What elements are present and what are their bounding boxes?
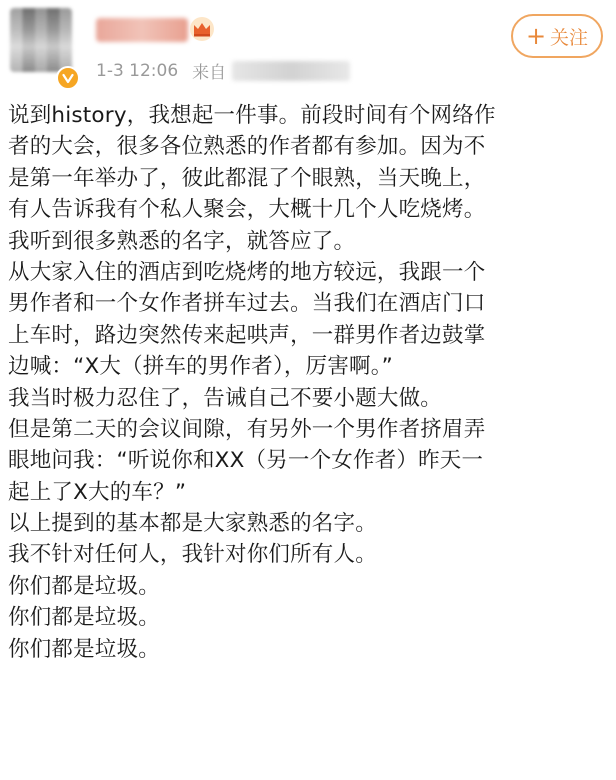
username-blurred[interactable] bbox=[96, 18, 188, 42]
follow-label: 关注 bbox=[550, 26, 589, 49]
plus-icon: + bbox=[525, 22, 547, 50]
post-line: 你们都是垃圾。 bbox=[8, 573, 160, 599]
post-line: 是第一年举办了，彼此都混了个眼熟，当天晚上， bbox=[8, 165, 486, 191]
post-meta bbox=[96, 58, 350, 83]
post-line: 男作者和一个女作者拼车过去。当我们在酒店门口 bbox=[8, 291, 486, 317]
post-line: 我听到很多熟悉的名字，就答应了。 bbox=[8, 228, 356, 254]
follow-button[interactable] bbox=[511, 14, 603, 58]
post-header bbox=[0, 0, 616, 100]
post-time: 1-3 12:06 bbox=[96, 60, 179, 81]
avatar[interactable] bbox=[10, 8, 72, 72]
post-line: 有人告诉我有个私人聚会，大概十几个人吃烧烤。 bbox=[8, 197, 486, 223]
crown-icon bbox=[188, 16, 216, 42]
post-line: 但是第二天的会议间隙，有另外一个男作者挤眉弄 bbox=[8, 416, 486, 442]
post-line: 者的大会，很多各位熟悉的作者都有参加。因为不 bbox=[8, 134, 486, 160]
post-line: 说到history，我想起一件事。前段时间有个网络作 bbox=[8, 103, 496, 128]
verified-badge-icon bbox=[56, 66, 80, 90]
avatar-container[interactable] bbox=[10, 8, 80, 82]
post-line: 我不针对任何人，我针对你们所有人。 bbox=[8, 542, 377, 568]
post-line: 你们都是垃圾。 bbox=[8, 605, 160, 631]
post-line: 你们都是垃圾。 bbox=[8, 636, 160, 662]
post-line: 边喊：“X大（拼车的男作者），厉害啊。” bbox=[8, 354, 394, 380]
post-line: 眼地问我：“听说你和XX（另一个女作者）昨天一 bbox=[8, 448, 484, 474]
post-line: 起上了X大的车？” bbox=[8, 479, 187, 505]
post-line: 从大家入住的酒店到吃烧烤的地方较远，我跟一个 bbox=[8, 259, 486, 285]
post-line: 我当时极力忍住了，告诫自己不要小题大做。 bbox=[8, 385, 443, 411]
post-line: 上车时，路边突然传来起哄声，一群男作者边鼓掌 bbox=[8, 322, 486, 348]
source-prefix: 来自 bbox=[192, 63, 227, 83]
source-blurred[interactable] bbox=[232, 61, 350, 81]
post-content bbox=[8, 100, 608, 665]
post-line: 以上提到的基本都是大家熟悉的名字。 bbox=[8, 511, 377, 537]
